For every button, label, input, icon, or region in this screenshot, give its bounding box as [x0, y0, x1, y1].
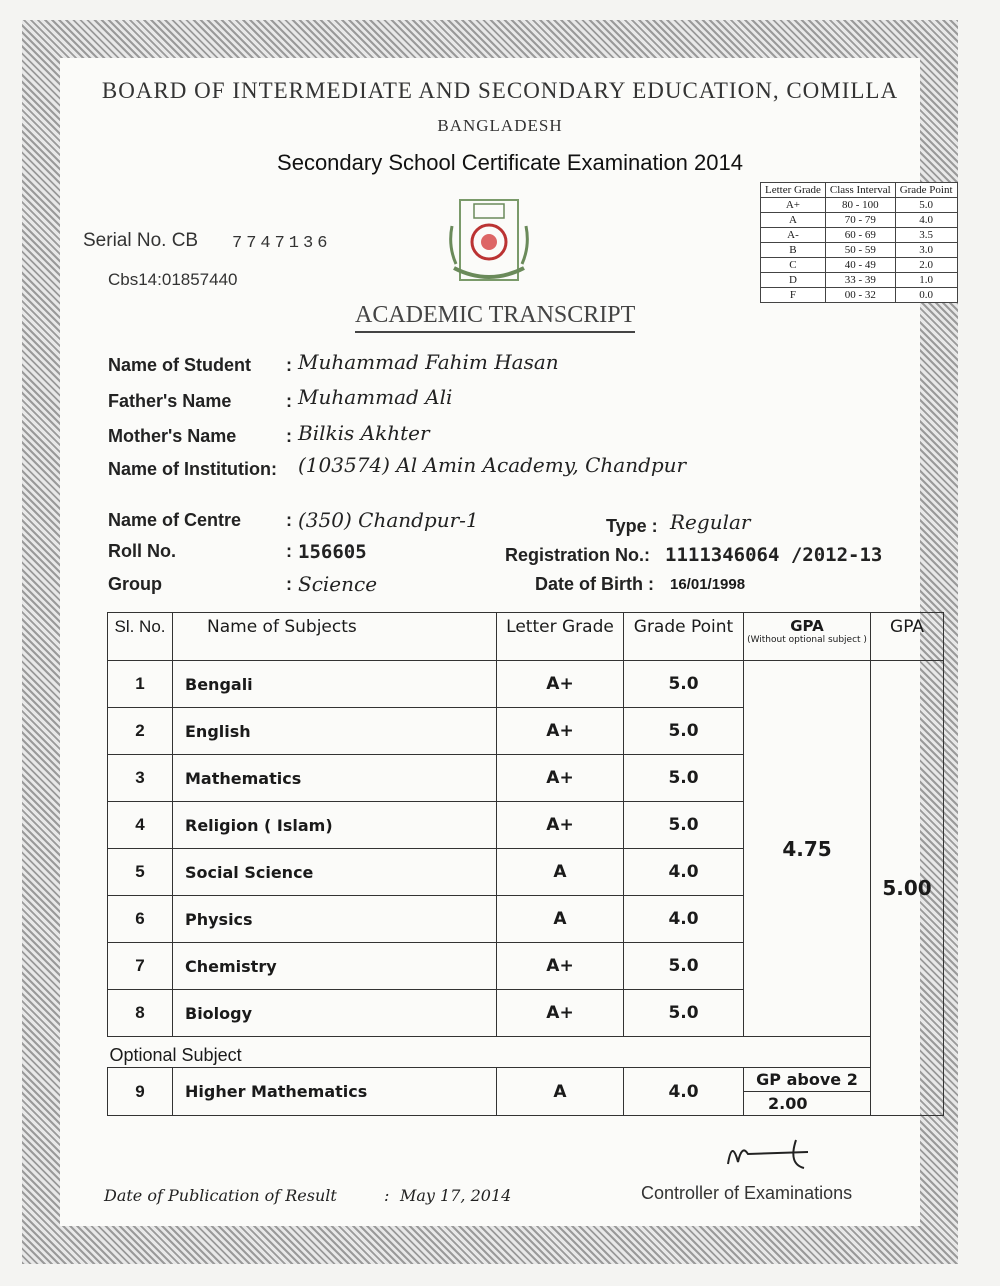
- colon: :: [286, 574, 292, 594]
- row-grade-point: 4.0: [624, 849, 744, 896]
- row-sl: 2: [108, 708, 173, 755]
- row-sl: 8: [108, 990, 173, 1037]
- grade-key-cell: 33 - 39: [825, 273, 895, 288]
- centre-name: (350) Chandpur-1: [298, 508, 479, 532]
- grade-key-cell: 4.0: [895, 213, 957, 228]
- roll-label: Roll No.: [108, 541, 176, 561]
- row-letter-grade: A+: [497, 755, 624, 802]
- dob-label: Date of Birth :: [535, 574, 654, 594]
- row-grade-point: 5.0: [624, 755, 744, 802]
- row-letter-grade: A+: [497, 708, 624, 755]
- board-name: BOARD OF INTERMEDIATE AND SECONDARY EDUCATION, COMILLA: [101, 78, 899, 103]
- colon: :: [286, 541, 292, 561]
- gpa-total: 5.00: [871, 661, 944, 1116]
- row-subject: Physics: [173, 896, 497, 943]
- row-sl: 4: [108, 802, 173, 849]
- table-row: [108, 661, 944, 708]
- subjects-table: [107, 612, 944, 1116]
- institution-label: Name of Institution:: [108, 459, 277, 479]
- grade-key-cell: 3.5: [895, 228, 957, 243]
- grade-key-cell: 50 - 59: [825, 243, 895, 258]
- row-subject: Mathematics: [173, 755, 497, 802]
- row-letter-grade: A: [497, 849, 624, 896]
- row-subject: Higher Mathematics: [173, 1068, 497, 1116]
- row-subject: Bengali: [173, 661, 497, 708]
- row-sl: 9: [108, 1068, 173, 1116]
- row-sl: 3: [108, 755, 173, 802]
- header-gpa-without-optional: [744, 613, 871, 661]
- row-sl: 6: [108, 896, 173, 943]
- institution-name: (103574) Al Amin Academy, Chandpur: [298, 453, 687, 477]
- grade-key-cell: 60 - 69: [825, 228, 895, 243]
- optional-subject-heading-row: [108, 1037, 871, 1068]
- row-sl: 1: [108, 661, 173, 708]
- grade-key-cell: 3.0: [895, 243, 957, 258]
- gp-above-label: GP above 2: [744, 1068, 870, 1092]
- country-name: BANGLADESH: [437, 116, 563, 135]
- grade-key-cell: 5.0: [895, 198, 957, 213]
- row-subject: English: [173, 708, 497, 755]
- row-grade-point: 5.0: [624, 943, 744, 990]
- header-subject: Name of Subjects: [173, 613, 497, 661]
- registration-number: 1111346064 /2012-13: [665, 544, 883, 566]
- row-sl: 7: [108, 943, 173, 990]
- controller-signature: [718, 1134, 818, 1174]
- father-name-label: Father's Name: [108, 391, 232, 411]
- header-grade-point: Grade Point: [624, 613, 744, 661]
- publication-date: May 17, 2014: [400, 1186, 512, 1205]
- cbs-code: Cbs14:01857440: [108, 270, 238, 289]
- row-subject: Social Science: [173, 849, 497, 896]
- row-letter-grade: A+: [497, 661, 624, 708]
- grade-key-table: [760, 182, 958, 303]
- gp-above-value: 2.00: [768, 1094, 808, 1113]
- row-letter-grade: A+: [497, 943, 624, 990]
- row-sl: 5: [108, 849, 173, 896]
- type-label: Type :: [606, 516, 658, 536]
- mother-name: Bilkis Akhter: [298, 421, 430, 445]
- transcript-title: ACADEMIC TRANSCRIPT: [355, 302, 635, 333]
- grade-key-cell: 00 - 32: [825, 288, 895, 303]
- gpa-header-label: GPA: [790, 617, 824, 635]
- row-letter-grade: A+: [497, 802, 624, 849]
- publication-label: Date of Publication of Result: [104, 1186, 337, 1205]
- row-letter-grade: A: [497, 1068, 624, 1116]
- row-grade-point: 4.0: [624, 896, 744, 943]
- grade-key-header: Grade Point: [895, 183, 957, 198]
- gpa-header-sub: (Without optional subject ): [747, 635, 867, 645]
- serial-number: 7747136: [232, 234, 332, 253]
- registration-label: Registration No.:: [505, 545, 651, 565]
- board-emblem-icon: [446, 196, 532, 284]
- grade-key-cell: 2.0: [895, 258, 957, 273]
- colon: :: [286, 510, 292, 530]
- row-grade-point: 5.0: [624, 661, 744, 708]
- exam-title: Secondary School Certificate Examination 2014: [277, 150, 743, 175]
- optional-row: [108, 1068, 944, 1116]
- row-subject: Chemistry: [173, 943, 497, 990]
- grade-key-cell: C: [761, 258, 826, 273]
- exam-type: Regular: [670, 510, 751, 534]
- controller-title: Controller of Examinations: [641, 1183, 853, 1203]
- grade-key-cell: B: [761, 243, 826, 258]
- grade-key-cell: A+: [761, 198, 826, 213]
- row-grade-point: 4.0: [624, 1068, 744, 1116]
- serial-label: Serial No. CB: [83, 230, 199, 251]
- grade-key-cell: 1.0: [895, 273, 957, 288]
- gp-above-cell: [744, 1068, 871, 1116]
- colon: :: [286, 355, 292, 375]
- row-letter-grade: A: [497, 896, 624, 943]
- grade-key-cell: 40 - 49: [825, 258, 895, 273]
- roll-number: 156605: [298, 541, 367, 563]
- header-gpa: GPA: [871, 613, 944, 661]
- colon: :: [286, 391, 292, 411]
- centre-label: Name of Centre: [108, 510, 242, 530]
- grade-key-cell: A: [761, 213, 826, 228]
- group-name: Science: [298, 572, 378, 596]
- header-letter-grade: Letter Grade: [497, 613, 624, 661]
- father-name: Muhammad Ali: [298, 385, 453, 409]
- group-label: Group: [108, 574, 162, 594]
- date-of-birth: 16/01/1998: [670, 576, 746, 593]
- header-sl: Sl. No.: [108, 613, 173, 661]
- row-letter-grade: A+: [497, 990, 624, 1037]
- student-name: Muhammad Fahim Hasan: [298, 350, 559, 374]
- colon: :: [286, 426, 292, 446]
- grade-key-header: Class Interval: [825, 183, 895, 198]
- row-subject: Biology: [173, 990, 497, 1037]
- publication-separator: :: [384, 1186, 390, 1205]
- grade-key-cell: 80 - 100: [825, 198, 895, 213]
- grade-key-cell: F: [761, 288, 826, 303]
- grade-key-cell: A-: [761, 228, 826, 243]
- row-grade-point: 5.0: [624, 990, 744, 1037]
- grade-key-cell: 0.0: [895, 288, 957, 303]
- mother-name-label: Mother's Name: [108, 426, 237, 446]
- grade-key-cell: 70 - 79: [825, 213, 895, 228]
- gpa-without-optional: 4.75: [744, 661, 871, 1037]
- grade-key-cell: D: [761, 273, 826, 288]
- student-name-label: Name of Student: [108, 355, 252, 375]
- row-grade-point: 5.0: [624, 708, 744, 755]
- row-grade-point: 5.0: [624, 802, 744, 849]
- grade-key-header: Letter Grade: [761, 183, 826, 198]
- row-subject: Religion ( Islam): [173, 802, 497, 849]
- optional-subject-title: Optional Subject: [109, 1045, 242, 1065]
